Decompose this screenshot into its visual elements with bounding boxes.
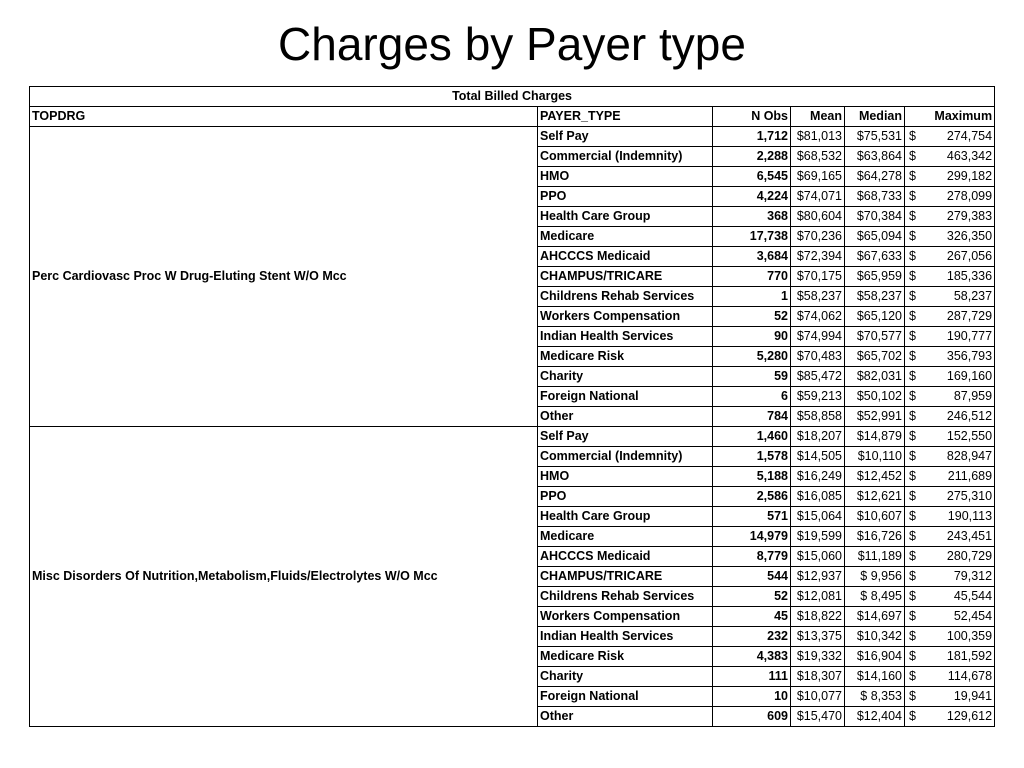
- mean-cell: $18,822: [791, 607, 845, 627]
- payer-type-cell: HMO: [538, 167, 713, 187]
- currency-symbol: $: [909, 269, 916, 283]
- median-cell: $12,404: [845, 707, 905, 727]
- payer-type-cell: Health Care Group: [538, 507, 713, 527]
- maximum-cell: [905, 527, 995, 547]
- currency-symbol: $: [909, 389, 916, 403]
- maximum-cell: [905, 627, 995, 647]
- median-cell: $16,904: [845, 647, 905, 667]
- maximum-cell: [905, 687, 995, 707]
- payer-type-cell: AHCCCS Medicaid: [538, 547, 713, 567]
- maximum-cell: [905, 207, 995, 227]
- n-obs-cell: 1,578: [713, 447, 791, 467]
- currency-symbol: $: [909, 489, 916, 503]
- n-obs-cell: 5,188: [713, 467, 791, 487]
- n-obs-cell: 17,738: [713, 227, 791, 247]
- median-cell: $12,621: [845, 487, 905, 507]
- mean-cell: $12,081: [791, 587, 845, 607]
- payer-type-cell: Childrens Rehab Services: [538, 587, 713, 607]
- n-obs-cell: 2,288: [713, 147, 791, 167]
- maximum-cell: [905, 607, 995, 627]
- header-topdrg: TOPDRG: [30, 107, 538, 127]
- n-obs-cell: 2,586: [713, 487, 791, 507]
- median-cell: $14,697: [845, 607, 905, 627]
- median-cell: $52,991: [845, 407, 905, 427]
- maximum-value: 828,947: [946, 449, 993, 463]
- currency-symbol: $: [909, 349, 916, 363]
- currency-symbol: $: [909, 429, 916, 443]
- n-obs-cell: 609: [713, 707, 791, 727]
- median-cell: $50,102: [845, 387, 905, 407]
- table-row: [30, 427, 995, 447]
- n-obs-cell: 368: [713, 207, 791, 227]
- header-maximum: Maximum: [905, 107, 995, 127]
- maximum-value: 45,544: [953, 589, 993, 603]
- payer-type-cell: AHCCCS Medicaid: [538, 247, 713, 267]
- maximum-cell: [905, 447, 995, 467]
- maximum-cell: [905, 667, 995, 687]
- maximum-cell: [905, 467, 995, 487]
- median-cell: $14,160: [845, 667, 905, 687]
- maximum-value: 181,592: [946, 649, 993, 663]
- median-cell: $63,864: [845, 147, 905, 167]
- median-cell: $14,879: [845, 427, 905, 447]
- mean-cell: $18,307: [791, 667, 845, 687]
- n-obs-cell: 6: [713, 387, 791, 407]
- median-cell: $67,633: [845, 247, 905, 267]
- payer-type-cell: PPO: [538, 487, 713, 507]
- maximum-cell: [905, 407, 995, 427]
- table-body: [30, 127, 995, 727]
- maximum-cell: [905, 647, 995, 667]
- median-cell: $11,189: [845, 547, 905, 567]
- maximum-value: 246,512: [946, 409, 993, 423]
- currency-symbol: $: [909, 149, 916, 163]
- maximum-cell: [905, 307, 995, 327]
- median-cell: $ 8,353: [845, 687, 905, 707]
- currency-symbol: $: [909, 409, 916, 423]
- maximum-value: 52,454: [953, 609, 993, 623]
- maximum-cell: [905, 367, 995, 387]
- currency-symbol: $: [909, 229, 916, 243]
- currency-symbol: $: [909, 709, 916, 723]
- payer-type-cell: Commercial (Indemnity): [538, 447, 713, 467]
- n-obs-cell: 10: [713, 687, 791, 707]
- currency-symbol: $: [909, 369, 916, 383]
- median-cell: $10,607: [845, 507, 905, 527]
- mean-cell: $15,060: [791, 547, 845, 567]
- payer-type-cell: Medicare: [538, 527, 713, 547]
- maximum-cell: [905, 147, 995, 167]
- payer-type-cell: Childrens Rehab Services: [538, 287, 713, 307]
- maximum-value: 19,941: [953, 689, 993, 703]
- maximum-cell: [905, 227, 995, 247]
- payer-type-cell: Foreign National: [538, 687, 713, 707]
- median-cell: $75,531: [845, 127, 905, 147]
- maximum-value: 100,359: [946, 629, 993, 643]
- n-obs-cell: 14,979: [713, 527, 791, 547]
- currency-symbol: $: [909, 289, 916, 303]
- maximum-cell: [905, 347, 995, 367]
- n-obs-cell: 8,779: [713, 547, 791, 567]
- currency-symbol: $: [909, 649, 916, 663]
- currency-symbol: $: [909, 189, 916, 203]
- maximum-cell: [905, 387, 995, 407]
- mean-cell: $72,394: [791, 247, 845, 267]
- maximum-value: 58,237: [953, 289, 993, 303]
- mean-cell: $81,013: [791, 127, 845, 147]
- mean-cell: $15,470: [791, 707, 845, 727]
- maximum-value: 129,612: [946, 709, 993, 723]
- currency-symbol: $: [909, 129, 916, 143]
- payer-type-cell: Self Pay: [538, 127, 713, 147]
- header-median: Median: [845, 107, 905, 127]
- currency-symbol: $: [909, 169, 916, 183]
- payer-type-cell: Indian Health Services: [538, 327, 713, 347]
- mean-cell: $12,937: [791, 567, 845, 587]
- currency-symbol: $: [909, 449, 916, 463]
- n-obs-cell: 544: [713, 567, 791, 587]
- header-n-obs: N Obs: [713, 107, 791, 127]
- mean-cell: $74,994: [791, 327, 845, 347]
- median-cell: $64,278: [845, 167, 905, 187]
- mean-cell: $16,249: [791, 467, 845, 487]
- maximum-value: 169,160: [946, 369, 993, 383]
- maximum-cell: [905, 187, 995, 207]
- charges-table: [29, 86, 995, 727]
- median-cell: $65,959: [845, 267, 905, 287]
- mean-cell: $85,472: [791, 367, 845, 387]
- median-cell: $16,726: [845, 527, 905, 547]
- payer-type-cell: Workers Compensation: [538, 307, 713, 327]
- payer-type-cell: Commercial (Indemnity): [538, 147, 713, 167]
- maximum-cell: [905, 587, 995, 607]
- maximum-value: 114,678: [947, 669, 993, 683]
- currency-symbol: $: [909, 529, 916, 543]
- mean-cell: $13,375: [791, 627, 845, 647]
- maximum-value: 275,310: [946, 489, 993, 503]
- median-cell: $10,342: [845, 627, 905, 647]
- maximum-cell: [905, 247, 995, 267]
- n-obs-cell: 90: [713, 327, 791, 347]
- currency-symbol: $: [909, 549, 916, 563]
- mean-cell: $19,599: [791, 527, 845, 547]
- mean-cell: $70,175: [791, 267, 845, 287]
- maximum-value: 326,350: [946, 229, 993, 243]
- mean-cell: $74,071: [791, 187, 845, 207]
- median-cell: $12,452: [845, 467, 905, 487]
- n-obs-cell: 52: [713, 587, 791, 607]
- mean-cell: $19,332: [791, 647, 845, 667]
- maximum-value: 287,729: [946, 309, 993, 323]
- mean-cell: $10,077: [791, 687, 845, 707]
- median-cell: $58,237: [845, 287, 905, 307]
- n-obs-cell: 4,224: [713, 187, 791, 207]
- mean-cell: $74,062: [791, 307, 845, 327]
- median-cell: $68,733: [845, 187, 905, 207]
- currency-symbol: $: [909, 629, 916, 643]
- currency-symbol: $: [909, 329, 916, 343]
- n-obs-cell: 52: [713, 307, 791, 327]
- maximum-value: 279,383: [946, 209, 993, 223]
- header-mean: Mean: [791, 107, 845, 127]
- currency-symbol: $: [909, 469, 916, 483]
- currency-symbol: $: [909, 249, 916, 263]
- payer-type-cell: Self Pay: [538, 427, 713, 447]
- mean-cell: $18,207: [791, 427, 845, 447]
- payer-type-cell: Medicare Risk: [538, 347, 713, 367]
- maximum-value: 267,056: [946, 249, 993, 263]
- mean-cell: $70,236: [791, 227, 845, 247]
- payer-type-cell: CHAMPUS/TRICARE: [538, 267, 713, 287]
- median-cell: $65,120: [845, 307, 905, 327]
- currency-symbol: $: [909, 569, 916, 583]
- maximum-value: 190,113: [947, 509, 993, 523]
- maximum-cell: [905, 487, 995, 507]
- maximum-value: 190,777: [946, 329, 993, 343]
- mean-cell: $14,505: [791, 447, 845, 467]
- table-header-row: [30, 107, 995, 127]
- slide-title: Charges by Payer type: [278, 18, 746, 70]
- drg-cell: Misc Disorders Of Nutrition,Metabolism,Fluids/Electrolytes W/O Mcc: [30, 427, 538, 727]
- currency-symbol: $: [909, 669, 916, 683]
- payer-type-cell: HMO: [538, 467, 713, 487]
- median-cell: $ 9,956: [845, 567, 905, 587]
- currency-symbol: $: [909, 309, 916, 323]
- currency-symbol: $: [909, 209, 916, 223]
- payer-type-cell: PPO: [538, 187, 713, 207]
- payer-type-cell: Charity: [538, 667, 713, 687]
- mean-cell: $58,858: [791, 407, 845, 427]
- payer-type-cell: Charity: [538, 367, 713, 387]
- median-cell: $65,702: [845, 347, 905, 367]
- median-cell: $65,094: [845, 227, 905, 247]
- maximum-value: 79,312: [953, 569, 993, 583]
- maximum-cell: [905, 507, 995, 527]
- n-obs-cell: 1,460: [713, 427, 791, 447]
- table-caption: Total Billed Charges: [30, 87, 995, 107]
- maximum-value: 463,342: [946, 149, 993, 163]
- maximum-cell: [905, 547, 995, 567]
- n-obs-cell: 111: [713, 667, 791, 687]
- mean-cell: $68,532: [791, 147, 845, 167]
- payer-type-cell: Other: [538, 707, 713, 727]
- mean-cell: $70,483: [791, 347, 845, 367]
- currency-symbol: $: [909, 689, 916, 703]
- maximum-cell: [905, 327, 995, 347]
- maximum-value: 185,336: [946, 269, 993, 283]
- n-obs-cell: 45: [713, 607, 791, 627]
- maximum-value: 152,550: [946, 429, 993, 443]
- n-obs-cell: 784: [713, 407, 791, 427]
- mean-cell: $80,604: [791, 207, 845, 227]
- payer-type-cell: Medicare: [538, 227, 713, 247]
- maximum-cell: [905, 127, 995, 147]
- mean-cell: $59,213: [791, 387, 845, 407]
- table-row: [30, 127, 995, 147]
- n-obs-cell: 1,712: [713, 127, 791, 147]
- maximum-value: 211,689: [947, 469, 993, 483]
- maximum-value: 278,099: [946, 189, 993, 203]
- table-caption-row: [30, 87, 995, 107]
- maximum-cell: [905, 287, 995, 307]
- maximum-value: 280,729: [946, 549, 993, 563]
- payer-type-cell: Other: [538, 407, 713, 427]
- median-cell: $82,031: [845, 367, 905, 387]
- mean-cell: $16,085: [791, 487, 845, 507]
- currency-symbol: $: [909, 589, 916, 603]
- maximum-cell: [905, 427, 995, 447]
- n-obs-cell: 5,280: [713, 347, 791, 367]
- median-cell: $10,110: [845, 447, 905, 467]
- payer-type-cell: Medicare Risk: [538, 647, 713, 667]
- maximum-value: 356,793: [946, 349, 993, 363]
- currency-symbol: $: [909, 609, 916, 623]
- maximum-cell: [905, 167, 995, 187]
- mean-cell: $15,064: [791, 507, 845, 527]
- n-obs-cell: 6,545: [713, 167, 791, 187]
- payer-type-cell: Workers Compensation: [538, 607, 713, 627]
- n-obs-cell: 4,383: [713, 647, 791, 667]
- maximum-cell: [905, 567, 995, 587]
- maximum-cell: [905, 707, 995, 727]
- drg-cell: Perc Cardiovasc Proc W Drug-Eluting Stent W/O Mcc: [30, 127, 538, 427]
- n-obs-cell: 770: [713, 267, 791, 287]
- maximum-value: 299,182: [946, 169, 993, 183]
- payer-type-cell: Indian Health Services: [538, 627, 713, 647]
- payer-type-cell: Foreign National: [538, 387, 713, 407]
- median-cell: $ 8,495: [845, 587, 905, 607]
- payer-type-cell: Health Care Group: [538, 207, 713, 227]
- n-obs-cell: 232: [713, 627, 791, 647]
- median-cell: $70,577: [845, 327, 905, 347]
- n-obs-cell: 3,684: [713, 247, 791, 267]
- mean-cell: $69,165: [791, 167, 845, 187]
- payer-type-cell: CHAMPUS/TRICARE: [538, 567, 713, 587]
- median-cell: $70,384: [845, 207, 905, 227]
- mean-cell: $58,237: [791, 287, 845, 307]
- maximum-value: 274,754: [946, 129, 993, 143]
- maximum-value: 243,451: [946, 529, 993, 543]
- header-payer-type: PAYER_TYPE: [538, 107, 713, 127]
- n-obs-cell: 59: [713, 367, 791, 387]
- maximum-value: 87,959: [953, 389, 993, 403]
- n-obs-cell: 1: [713, 287, 791, 307]
- maximum-cell: [905, 267, 995, 287]
- currency-symbol: $: [909, 509, 916, 523]
- n-obs-cell: 571: [713, 507, 791, 527]
